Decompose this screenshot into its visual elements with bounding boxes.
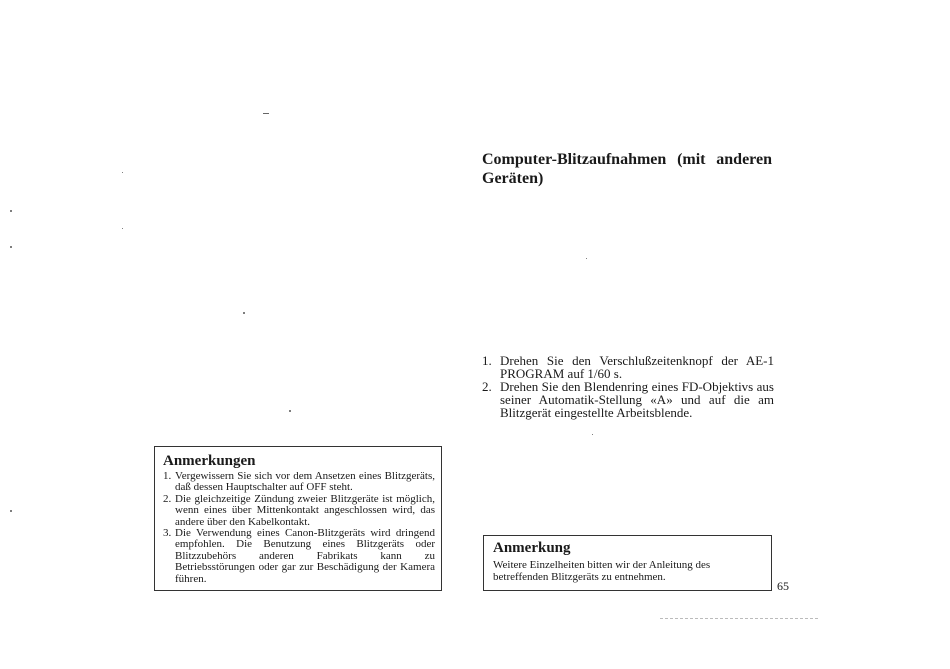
scan-speck bbox=[10, 210, 12, 212]
scan-artifact-line bbox=[660, 618, 820, 619]
scan-speck bbox=[10, 246, 12, 248]
note-text: Vergewissern Sie sich vor dem Ansetzen eines Blitzgeräts, daß dessen Hauptschalter auf OFF steht. bbox=[175, 470, 435, 494]
note-number: 1. bbox=[163, 470, 172, 482]
instruction-steps bbox=[482, 354, 774, 419]
scan-speck bbox=[122, 228, 123, 229]
scan-speck bbox=[586, 258, 587, 259]
note-item bbox=[163, 471, 435, 494]
scan-speck bbox=[243, 312, 245, 314]
note-text: Die gleichzeitige Zündung zweier Blitzgeräte ist möglich, wenn eines über Mittenkontakt angeschlossen wird, das andere über den Kabelkontakt. bbox=[175, 492, 435, 528]
scan-speck bbox=[122, 172, 123, 173]
scan-speck bbox=[592, 434, 593, 435]
note-text: Die Verwendung eines Canon-Blitzgeräts wird dringend empfohlen. Die Benutzung eines Blitzgeräts oder Blitzzubehörs anderen Fabrikats kann zu Betriebsstörungen oder gar zur Beschädigung der Kamera führen. bbox=[175, 527, 435, 585]
notes-list bbox=[163, 471, 435, 585]
note-number: 3. bbox=[163, 527, 172, 540]
scan-speck bbox=[289, 410, 291, 412]
note-item bbox=[163, 528, 435, 585]
step-number: 1. bbox=[482, 353, 492, 368]
step-text: Drehen Sie den Verschlußzeitenknopf der AE-1 PROGRAM auf 1/60 s. bbox=[500, 353, 774, 381]
step-text: Drehen Sie den Blendenring eines FD-Objektivs aus seiner Automatik-Stellung «A» und auf die am Blitzgerät eingestellte Arbeitsblende. bbox=[500, 379, 774, 420]
note-box bbox=[483, 535, 772, 591]
scan-mark bbox=[263, 113, 269, 114]
notes-box bbox=[154, 446, 442, 591]
step-item bbox=[482, 354, 774, 380]
note-number: 2. bbox=[163, 492, 172, 505]
page-number: 65 bbox=[777, 579, 789, 593]
note-heading: Anmerkung bbox=[493, 540, 571, 556]
step-number: 2. bbox=[482, 379, 492, 394]
note-item bbox=[163, 494, 435, 528]
step-item bbox=[482, 380, 774, 419]
notes-heading: Anmerkungen bbox=[163, 453, 256, 469]
note-text: Weitere Einzelheiten bitten wir der Anleitung des betreffenden Blitzgeräts zu entnehmen. bbox=[493, 559, 711, 583]
page-title: Computer-Blitzaufnahmen (mit anderen Geräten) bbox=[482, 151, 772, 187]
scan-speck bbox=[10, 510, 12, 512]
